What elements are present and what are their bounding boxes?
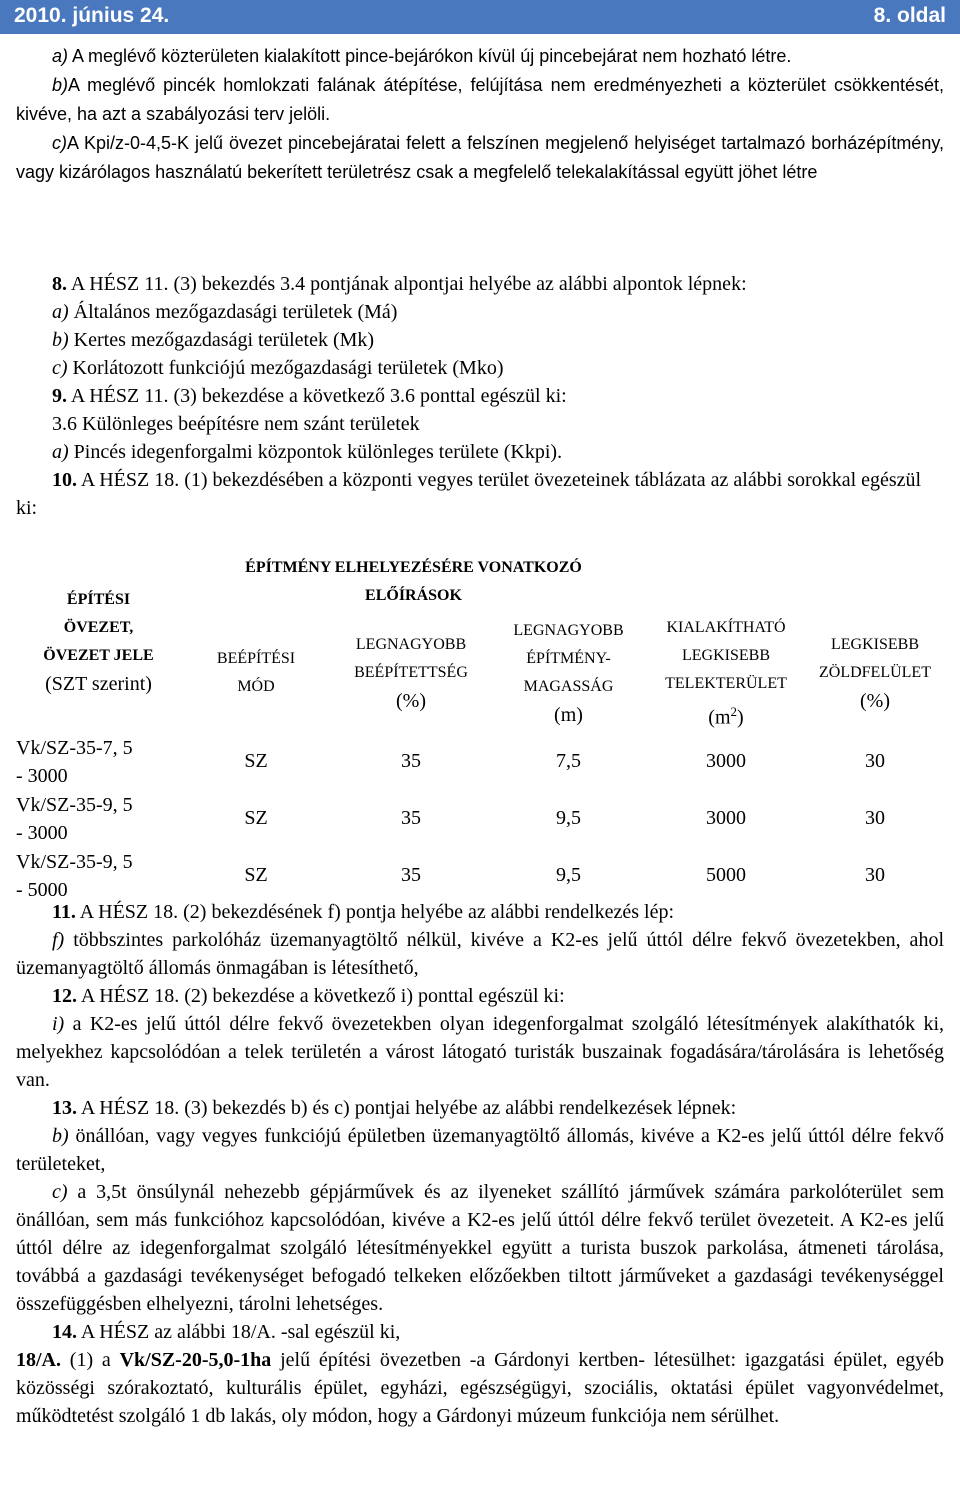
item-11-sub-f: f) többszintes parkolóház üzemanyagtöltő nélkül, kivéve a K2-es jelű úttól délre fekvő övezetekben, ahol üzemanyagtöltő állomás önmagában is létesíthető, [16, 929, 944, 979]
item-8-sub-c: c) Korlátozott funkciójú mezőgazdasági területek (Mko) [52, 357, 504, 379]
item-9: 9. A HÉSZ 11. (3) bekezdése a következő 3.6 ponttal egészül ki: [52, 385, 567, 407]
zone-code: Vk/SZ-35-9, 5 - 5000 [16, 850, 133, 901]
table-header-min-green-area: LEGKISEBB ZÖLDFELÜLET (%) [819, 636, 931, 712]
cell-plot-area: 5000 [706, 864, 746, 886]
item-11: 11. A HÉSZ 18. (2) bekezdésének f) pontja helyébe az alábbi rendelkezés lép: [52, 901, 675, 923]
zone-code: Vk/SZ-35-9, 5 - 3000 [16, 793, 133, 844]
cell-coverage: 35 [401, 864, 421, 886]
cell-mode: SZ [244, 807, 268, 829]
item-12: 12. A HÉSZ 18. (2) bekezdése a következő i) ponttal egészül ki: [52, 985, 565, 1007]
cell-coverage: 35 [401, 750, 421, 772]
cell-coverage: 35 [401, 807, 421, 829]
table-row [16, 733, 944, 790]
cell-mode: SZ [244, 750, 268, 772]
item-8-sub-b: b) Kertes mezőgazdasági területek (Mk) [52, 329, 375, 351]
section-18a: 18/A. (1) a Vk/SZ-20-5,0-1ha jelű építési övezetben -a Gárdonyi kertben- létesülhet: igazgatási épület, egyéb közösségi szórakoztató, kulturális épület, egyházi, egészségügyi, szociális, oktatási épület vagyonvédelmet, működtetést szolgáló 1 db lakás, oly módon, hogy a Gárdonyi múzeum funkciója nem sérülhet. [16, 1349, 944, 1427]
cell-green-area: 30 [865, 807, 885, 829]
paragraph-a: a) A meglévő közterületen kialakított pince-bejárókon kívül új pincebejárat nem hozható létre. [52, 46, 792, 66]
cell-green-area: 30 [865, 864, 885, 886]
table-header-max-coverage: LEGNAGYOBB BEÉPÍTETTSÉG (%) [354, 636, 468, 712]
table-row [16, 847, 944, 904]
page-header [0, 0, 960, 34]
header-page-number: 8. oldal [873, 4, 946, 27]
cell-height: 9,5 [556, 807, 581, 829]
item-13-sub-c: c) a 3,5t önsúlynál nehezebb gépjárművek és az ilyeneket szállító járművek számára parkolóterület sem önállóan, sem más funkcióhoz kapcsolódóan, kivéve a K2-es jelű úttól délre fekvő terület övezeteit. A K2-es jelű úttól délre az idegenforgalmat szolgáló létesítményekkel együtt a turista buszok parkolása, átmeneti tárolása, továbbá a gazdasági tevékenységet befogadó telkeken előzőekben tiltott járműveket a gazdasági tevékenységgel összefüggésben elhelyezni, tárolni lehetséges. [16, 1181, 944, 1315]
cell-height: 7,5 [556, 750, 581, 772]
table-header-building-mode: BEÉPÍTÉSI MÓD [216, 650, 296, 695]
item-14: 14. A HÉSZ az alábbi 18/A. -sal egészül ki, [52, 1321, 401, 1343]
zone-table [16, 551, 944, 904]
item-13-sub-b: b) önállóan, vagy vegyes funkciójú épületben üzemanyagtöltő állomás, kivéve a K2-es jelű úttól délre fekvő területeket, [16, 1125, 944, 1175]
paragraph-c: c)A Kpi/z-0-4,5-K jelű övezet pincebejáratai felett a felszínen megjelenő helyiséget tartalmazó borházépítmény, vagy kizárólagos használatú bekerített területrész csak a megfelelő telekalakítással együtt jöhet létre [16, 133, 944, 182]
table-row [16, 790, 944, 847]
table-header-zone: ÉPÍTÉSI ÖVEZET, ÖVEZET JELE (SZT szerint) [43, 591, 154, 695]
header-date: 2010. június 24. [14, 4, 170, 27]
table-header-main: ÉPÍTMÉNY ELHELYEZÉSÉRE VONATKOZÓ ELŐÍRÁSOK [245, 559, 582, 604]
item-10: 10. A HÉSZ 18. (1) bekezdésében a központi vegyes terület övezeteinek táblázata az alábbi sorokkal egészül ki: [16, 469, 922, 519]
item-8: 8. A HÉSZ 11. (3) bekezdés 3.4 pontjának alpontjai helyébe az alábbi alpontok lépnek: [52, 273, 747, 295]
top-section [16, 42, 944, 187]
table-header-max-height: LEGNAGYOBB ÉPÍTMÉNY- MAGASSÁG (m) [513, 622, 624, 726]
cell-mode: SZ [244, 864, 268, 886]
item-9-line: 3.6 Különleges beépítésre nem szánt területek [52, 413, 420, 435]
zone-code: Vk/SZ-35-7, 5 - 3000 [16, 736, 133, 787]
amendments-8-10 [16, 270, 944, 522]
amendments-11-18a [16, 898, 944, 1430]
item-8-sub-a: a) Általános mezőgazdasági területek (Má) [52, 301, 398, 323]
cell-height: 9,5 [556, 864, 581, 886]
cell-green-area: 30 [865, 750, 885, 772]
item-13: 13. A HÉSZ 18. (3) bekezdés b) és c) pontjai helyébe az alábbi rendelkezések lépnek: [52, 1097, 737, 1119]
item-9-sub-a: a) Pincés idegenforgalmi központok különleges területe (Kkpi). [52, 441, 563, 463]
cell-plot-area: 3000 [706, 807, 746, 829]
paragraph-b: b)A meglévő pincék homlokzati falának átépítése, felújítása nem eredményezheti a közterület csökkentését, kivéve, ha azt a szabályozási terv jelöli. [16, 75, 944, 124]
cell-plot-area: 3000 [706, 750, 746, 772]
item-12-sub-i: i) a K2-es jelű úttól délre fekvő övezetekben olyan idegenforgalmat szolgáló létesítmények alakíthatók ki, melyekhez kapcsolódóan a telek területén a várost látogató turisták buszainak fogadására/tárolására is lehetőség van. [16, 1013, 944, 1091]
table-header-min-plot-area: KIALAKÍTHATÓ LEGKISEBB TELEKTERÜLET $(m^2)$ [665, 619, 787, 729]
